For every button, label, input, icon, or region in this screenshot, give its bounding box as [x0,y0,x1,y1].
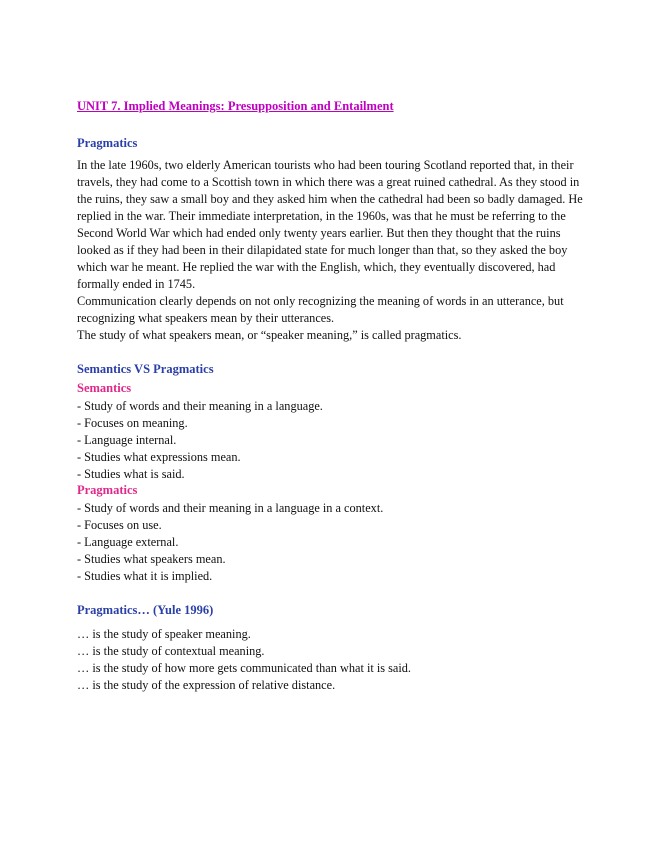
list-item: - Language external. [77,535,179,549]
list-item: … is the study of how more gets communicated than what it is said. [77,661,412,675]
communication-paragraph: Communication clearly depends on not only recognizing the meaning of words in an utterance, but recognizing what speakers mean by their utterances. [77,294,564,325]
unit-title-link[interactable]: UNIT 7. Implied Meanings: Presupposition and Entailment [77,99,394,113]
yule-list [77,626,597,694]
semantics-subheading: Semantics [77,381,132,395]
list-item: - Language internal. [77,433,177,447]
definition-paragraph: The study of what speakers mean, or “speaker meaning,” is called pragmatics. [77,328,462,342]
yule-heading: Pragmatics… (Yule 1996) [77,603,214,617]
list-item: - Study of words and their meaning in a language. [77,399,323,413]
list-item: - Studies what is said. [77,467,185,481]
list-item: … is the study of speaker meaning. [77,627,251,641]
list-item: - Study of words and their meaning in a language in a context. [77,501,384,515]
list-item: - Studies what expressions mean. [77,450,241,464]
pragmatics-heading: Pragmatics [77,136,138,150]
list-item: … is the study of the expression of relative distance. [77,678,336,692]
semantics-vs-pragmatics-heading: Semantics VS Pragmatics [77,362,214,376]
list-item: - Studies what speakers mean. [77,552,226,566]
list-item: - Focuses on meaning. [77,416,188,430]
list-item: … is the study of contextual meaning. [77,644,265,658]
pragmatics-story-paragraph: In the late 1960s, two elderly American tourists who had been touring Scotland reported that, in their travels, they had come to a Scottish town in which there was a great ruined cathedral. As they stood in the ruins, they saw a small boy and they asked him when the cathedral had been so badly damaged. He replied in the war. Their immediate interpretation, in the 1960s, was that he must be referring to the Second World War which had ended only twenty years earlier. But then they thought that the ruins looked as if they had been in their dilapidated state for much longer than that, so they asked the boy which war he meant. He replied the war with the English, which, they eventually discovered, had formally ended in 1745. [77,158,583,291]
list-item: - Studies what it is implied. [77,569,213,583]
document-content [77,99,597,694]
pragmatics-subheading: Pragmatics [77,483,138,497]
list-item: - Focuses on use. [77,518,162,532]
pragmatics-list [77,500,597,585]
semantics-list [77,398,597,483]
